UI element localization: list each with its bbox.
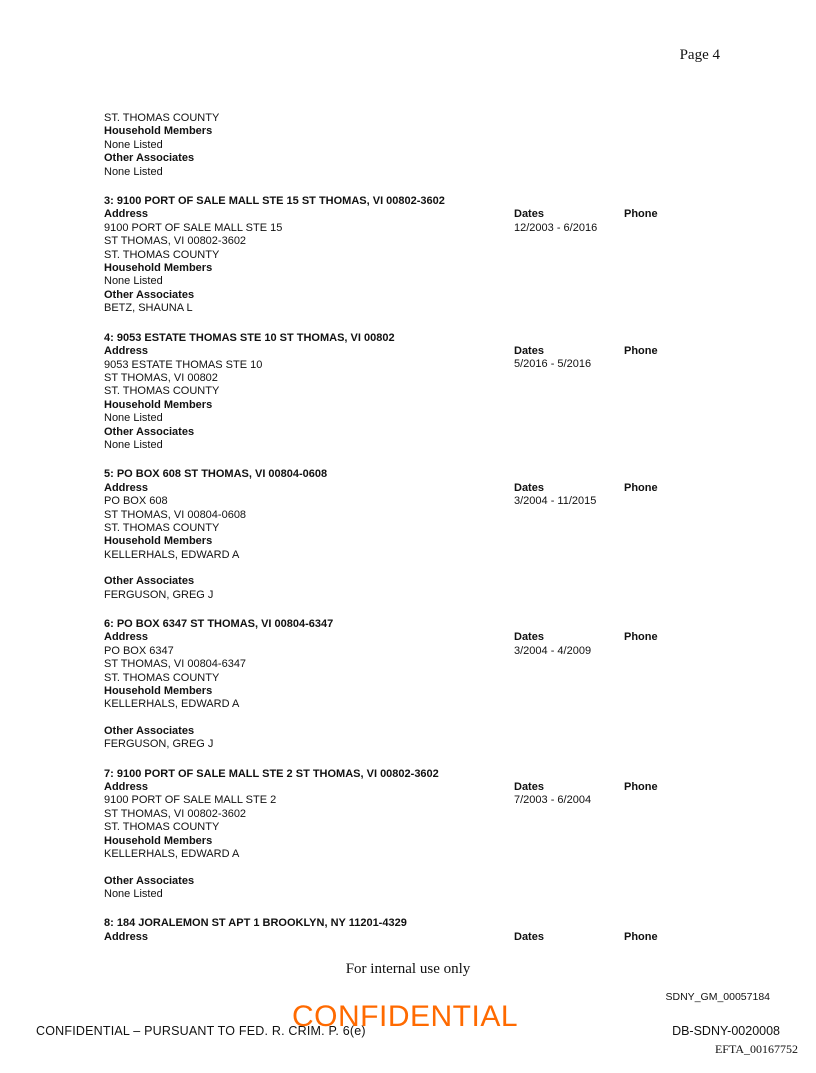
- associates-label: Other Associates: [104, 724, 195, 737]
- address-line: PO BOX 608: [104, 495, 168, 508]
- address-line: 9100 PORT OF SALE MALL STE 15: [104, 221, 283, 234]
- household-value: None Listed: [104, 138, 163, 151]
- dates-label: Dates: [514, 930, 544, 943]
- address-line: ST. THOMAS COUNTY: [104, 821, 220, 834]
- household-label: Household Members: [104, 685, 213, 698]
- address-label: Address: [104, 781, 149, 794]
- associates-label: Other Associates: [104, 288, 195, 301]
- dates-value: 7/2003 - 6/2004: [514, 794, 592, 807]
- address-label: Address: [104, 345, 149, 358]
- household-value: KELLERHALS, EDWARD A: [104, 698, 240, 711]
- sdny-bates-number: SDNY_GM_00057184: [665, 991, 770, 1003]
- record-title: 3: 9100 PORT OF SALE MALL STE 15 ST THOMAS, VI 00802-3602: [104, 195, 445, 208]
- address-line: ST. THOMAS COUNTY: [104, 385, 220, 398]
- associates-value: FERGUSON, GREG J: [104, 588, 214, 601]
- household-label: Household Members: [104, 834, 213, 847]
- household-label: Household Members: [104, 125, 213, 138]
- address-record-6: [104, 618, 704, 752]
- address-label: Address: [104, 631, 149, 644]
- household-label: Household Members: [104, 398, 213, 411]
- dates-label: Dates: [514, 781, 544, 794]
- address-line: 9053 ESTATE THOMAS STE 10: [104, 358, 263, 371]
- dates-value: 5/2016 - 5/2016: [514, 358, 592, 371]
- household-label: Household Members: [104, 262, 213, 275]
- intro-line: ST. THOMAS COUNTY: [104, 112, 220, 124]
- address-line: ST. THOMAS COUNTY: [104, 521, 220, 534]
- associates-value: None Listed: [104, 165, 163, 178]
- dates-value: 12/2003 - 6/2016: [514, 221, 598, 234]
- address-line: PO BOX 6347: [104, 644, 174, 657]
- confidential-notice: CONFIDENTIAL – PURSUANT TO FED. R. CRIM. P. 6(e): [36, 1024, 366, 1038]
- household-value: None Listed: [104, 275, 163, 288]
- record-title: 8: 184 JORALEMON ST APT 1 BROOKLYN, NY 11201-4329: [104, 917, 407, 930]
- dates-label: Dates: [514, 481, 544, 494]
- confidential-stamp: CONFIDENTIAL: [292, 1000, 519, 1033]
- address-label: Address: [104, 930, 149, 943]
- address-record-4: [104, 332, 704, 453]
- record-title: 5: PO BOX 608 ST THOMAS, VI 00804-0608: [104, 468, 328, 481]
- address-label: Address: [104, 208, 149, 221]
- intro-continuation: [104, 112, 704, 179]
- phone-label: Phone: [624, 481, 658, 494]
- address-record-3: [104, 195, 704, 316]
- associates-value: BETZ, SHAUNA L: [104, 302, 193, 315]
- address-record-7: [104, 768, 704, 902]
- household-label: Household Members: [104, 535, 213, 548]
- address-line: ST THOMAS, VI 00804-6347: [104, 658, 247, 671]
- address-line: ST THOMAS, VI 00804-0608: [104, 508, 247, 521]
- address-line: 9100 PORT OF SALE MALL STE 2: [104, 794, 277, 807]
- address-line: ST THOMAS, VI 00802-3602: [104, 235, 247, 248]
- address-line: ST. THOMAS COUNTY: [104, 671, 220, 684]
- dates-value: 3/2004 - 4/2009: [514, 644, 592, 657]
- address-label: Address: [104, 481, 149, 494]
- address-line: ST. THOMAS COUNTY: [104, 248, 220, 261]
- associates-label: Other Associates: [104, 425, 195, 438]
- associates-label: Other Associates: [104, 152, 195, 165]
- document-body: [104, 112, 704, 960]
- address-line: ST THOMAS, VI 00802: [104, 371, 218, 384]
- phone-label: Phone: [624, 781, 658, 794]
- associates-label: Other Associates: [104, 874, 195, 887]
- associates-label: Other Associates: [104, 575, 195, 588]
- address-record-8: [104, 917, 704, 944]
- phone-label: Phone: [624, 345, 658, 358]
- associates-value: FERGUSON, GREG J: [104, 738, 214, 751]
- page-number: Page 4: [679, 47, 720, 63]
- phone-label: Phone: [624, 208, 658, 221]
- db-bates-number: DB-SDNY-0020008: [672, 1024, 780, 1038]
- associates-value: None Listed: [104, 438, 163, 451]
- efta-bates-number: EFTA_00167752: [714, 1042, 798, 1056]
- household-value: KELLERHALS, EDWARD A: [104, 848, 240, 861]
- phone-label: Phone: [624, 930, 658, 943]
- household-value: None Listed: [104, 412, 163, 425]
- dates-value: 3/2004 - 11/2015: [514, 495, 597, 508]
- record-title: 7: 9100 PORT OF SALE MALL STE 2 ST THOMAS, VI 00802-3602: [104, 767, 439, 780]
- record-title: 6: PO BOX 6347 ST THOMAS, VI 00804-6347: [104, 618, 334, 630]
- dates-label: Dates: [514, 345, 544, 358]
- record-title: 4: 9053 ESTATE THOMAS STE 10 ST THOMAS, VI 00802: [104, 331, 395, 344]
- internal-use-footer: For internal use only: [345, 961, 471, 977]
- household-value: KELLERHALS, EDWARD A: [104, 548, 240, 561]
- dates-label: Dates: [514, 631, 544, 644]
- address-record-5: [104, 468, 704, 602]
- address-line: ST THOMAS, VI 00802-3602: [104, 807, 247, 820]
- phone-label: Phone: [624, 631, 658, 644]
- associates-value: None Listed: [104, 887, 163, 900]
- dates-label: Dates: [514, 208, 544, 221]
